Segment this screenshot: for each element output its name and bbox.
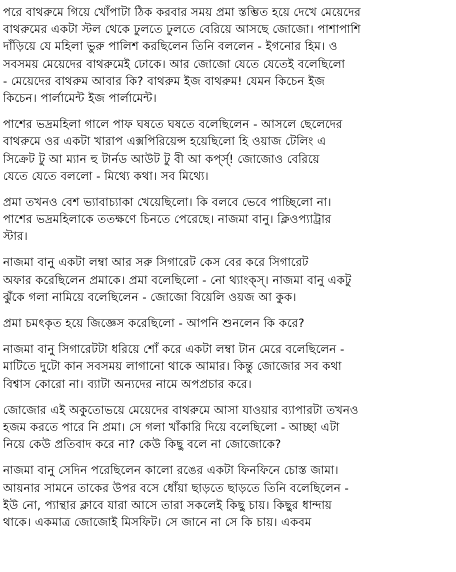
text-line: নিয়ে কেউ প্রতিবাদ করে না? কেউ কিছু বলে না জোজোকে? xyxy=(3,437,282,452)
text-line: প্রমা তখনও বেশ ভ্যাবাচ্যাকা খেয়েছিলো। কি বলবে ভেবে পাচ্ছিলো না। xyxy=(3,194,332,209)
paragraph-8 xyxy=(3,462,453,531)
text-line: বাথরুমে ওর একটা খারাপ এক্সপিরিয়েন্স হয়েছিলো হি ওয়াজ টেলিং এ xyxy=(3,134,327,149)
text-line: ইউ নো, প্যান্থার ক্লাবে যারা আসে তারা সকলেই কিছু চায়। কিছুর ধান্দায় xyxy=(3,497,332,512)
text-line: থাকে। একমাত্র জোজোই মিসফিট। সে জানে না সে কি চায়। একবম xyxy=(3,514,312,529)
text-line: কিচেন। পার্লামেন্ট ইজ পার্লামেন্ট। xyxy=(3,90,157,105)
paragraph-2 xyxy=(3,116,453,185)
text-line: হজম করতে পারে নি প্রমা। সে গলা খাঁকারি দিয়ে বলেছিলো - আচ্ছা এটা xyxy=(3,419,340,434)
text-line: - মেয়েদের বাথরুম আবার কি? বাথরুম ইজ বাথরুম! যেমন কিচেন ইজ xyxy=(3,73,325,88)
text-line: দাঁড়িয়ে যে মহিলা ভুরু পালিশ করছিলেন তিনি বললেন - ইগনোর হিম। ও xyxy=(3,39,338,54)
paragraph-7 xyxy=(3,402,453,454)
text-line: বিশ্বাস কোরো না। ব্যাটা অন্যদের নামে অপপ্রচার করে। xyxy=(3,376,252,391)
paragraph-5 xyxy=(3,315,453,332)
paragraph-4 xyxy=(3,254,453,306)
text-line: ঝুঁকে গলা নামিয়ে বলেছিলেন - জোজো বিয়েলি ওয়জ আ কুক। xyxy=(3,289,297,304)
text-line: নাজমা বানু সিগারেটটা ধরিয়ে শোঁ করে একটা লম্বা টান মেরে বলেছিলেন - xyxy=(3,342,345,357)
text-line: সিক্রেট টু আ ম্যান হু টার্নড আউট টু বী আ কর্প্স্‌! জোজোও বেরিয়ে xyxy=(3,151,320,166)
text-line: জোজোর এই অকুতোভয়ে মেয়েদের বাথরুমে আসা যাওয়ার ব্যাপারটা তখনও xyxy=(3,402,359,417)
text-line: প্রমা চমৎকৃত হয়ে জিজ্ঞেস করেছিলো - আপনি শুনলেন কি করে? xyxy=(3,316,305,330)
text-line: আয়নার সামনে তাকের উপর বসে ধোঁয়া ছাড়তে ছাড়তে তিনি বলেছিলেন - xyxy=(3,480,349,495)
text-line: যেতে যেতে বললো - মিথ্যে কথা। সব মিথ্যে। xyxy=(3,168,209,183)
paragraph-6 xyxy=(3,341,453,393)
text-line: বাথরুমের একটা স্টল থেকে ঢুলতে ঢুলতে বেরিয়ে আসছে জোজো। পাশাপাশি xyxy=(3,22,361,37)
text-line: অফার করেছিলেন প্রমাকে। প্রমা বলেছিলো - নো থ্যাংক্স্‌। নাজমা বানু একটু xyxy=(3,272,352,287)
text-line: সবসময় মেয়েদের বাথরুমেই ঢোকে। আর জোজো যেতে যেতেই বলেছিলো xyxy=(3,56,345,71)
text-line: মাটিতে দুটো কান সবসময় লাগানো থাকে আমার। কিন্তু জোজোর সব কথা xyxy=(3,359,342,374)
text-line: স্টার। xyxy=(3,229,28,244)
text-line: নাজমা বানু সেদিন পরেছিলেন কালো রঙের একটা ফিনফিনে চোস্ত জামা। xyxy=(3,463,339,478)
text-line: পাশের ভদ্রমহিলাকে ততক্ষণে চিনতে পেরেছে। নাজমা বানু। ক্লিওপ্যাট্রার xyxy=(3,212,332,227)
text-line: নাজমা বানু একটা লম্বা আর সরু সিগারেট কেস বের করে সিগারেট xyxy=(3,255,309,270)
text-line: পরে বাথরুমে গিয়ে খোঁপাটা ঠিক করবার সময় প্রমা স্তম্ভিত হয়ে দেখে মেয়েদের xyxy=(3,5,361,19)
text-line: পাশের ভদ্রমহিলা গালে পাফ ঘষতে ঘষতে বলেছিলেন - আসলে ছেলেদের xyxy=(3,117,343,132)
paragraph-3 xyxy=(3,194,453,246)
paragraph-1 xyxy=(3,4,453,107)
